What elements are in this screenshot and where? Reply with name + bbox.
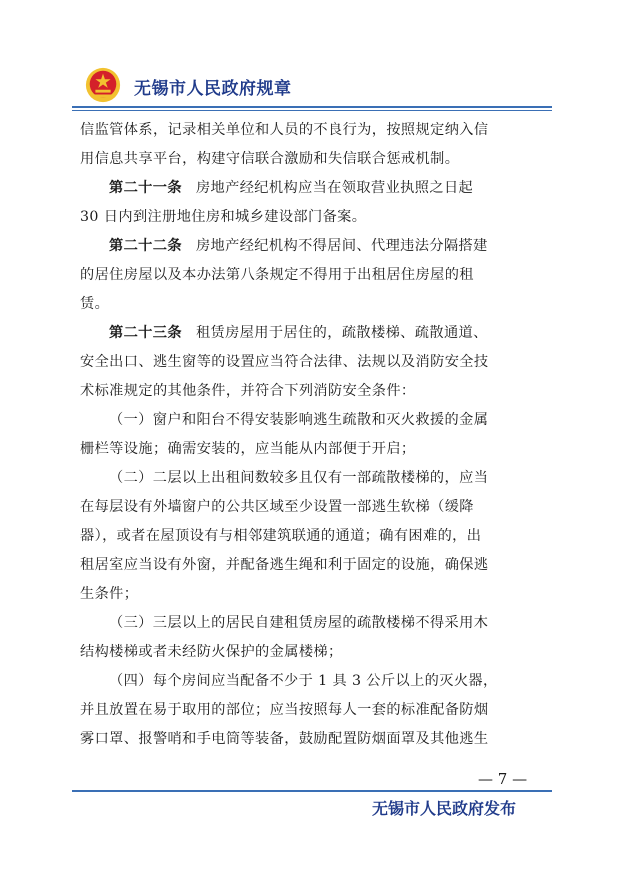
- article-label: 第二十三条: [109, 325, 182, 341]
- text-line: 并且放置在易于取用的部位；应当按照每人一套的标准配备防烟: [80, 702, 489, 718]
- article-22: [80, 232, 550, 261]
- page-number: — 7 —: [478, 770, 528, 788]
- footer-rule: [72, 790, 552, 792]
- text-line: 的居住房屋以及本办法第八条规定不得用于出租居住房屋的租: [80, 267, 474, 283]
- page-header: [72, 64, 552, 106]
- clause-4: （四）每个房间应当配备不少于 1 具 3 公斤以上的灭火器，: [109, 673, 498, 689]
- clause-3: （三）三层以上的居民自建租赁房屋的疏散楼梯不得采用木: [109, 615, 489, 631]
- article-label: 第二十一条: [109, 180, 182, 196]
- text-line: 生条件；: [80, 586, 139, 602]
- article-text: 房地产经纪机构应当在领取营业执照之日起: [195, 180, 474, 196]
- text-line: 器），或者在屋顶设有与相邻建筑联通的通道；确有困难的，出: [80, 528, 482, 544]
- clause-2: （二）二层以上出租间数较多且仅有一部疏散楼梯的，应当: [109, 470, 489, 486]
- text-line: 栅栏等设施；确需安装的，应当能从内部便于开启；: [80, 441, 416, 457]
- text-line: 租居室应当设有外窗，并配备逃生绳和利于固定的设施，确保逃: [80, 557, 489, 573]
- header-title: 无锡市人民政府规章: [134, 79, 292, 99]
- text-line: 术标准规定的其他条件，并符合下列消防安全条件：: [80, 383, 416, 399]
- text-line: 信监管体系，记录相关单位和人员的不良行为，按照规定纳入信: [80, 122, 489, 138]
- text-line: 结构楼梯或者未经防火保护的金属楼梯；: [80, 644, 343, 660]
- header-rule-thin: [72, 110, 552, 111]
- clause-1: （一）窗户和阳台不得安装影响逃生疏散和灭火救援的金属: [109, 412, 489, 428]
- article-text: 租赁房屋用于居住的，疏散楼梯、疏散通道、: [195, 325, 488, 341]
- text-line: 30 日内到注册地住房和城乡建设部门备案。: [80, 209, 367, 225]
- text-line: 安全出口、逃生窗等的设置应当符合法律、法规以及消防安全技: [80, 354, 489, 370]
- text-line: 用信息共享平台，构建守信联合激励和失信联合惩戒机制。: [80, 151, 460, 167]
- article-23: [80, 319, 550, 348]
- document-body: [80, 116, 550, 754]
- article-text: 房地产经纪机构不得居间、代理违法分隔搭建: [195, 238, 488, 254]
- footer-title: 无锡市人民政府发布: [372, 799, 517, 818]
- article-21: [80, 174, 550, 203]
- header-rule: [72, 106, 552, 108]
- text-line: 在每层设有外墙窗户的公共区域至少设置一部逃生软梯（缓降: [80, 499, 474, 515]
- national-emblem-icon: [84, 66, 122, 104]
- text-line: 赁。: [80, 296, 110, 312]
- article-label: 第二十二条: [109, 238, 182, 254]
- text-line: 雾口罩、报警哨和手电筒等装备，鼓励配置防烟面罩及其他逃生: [80, 731, 489, 747]
